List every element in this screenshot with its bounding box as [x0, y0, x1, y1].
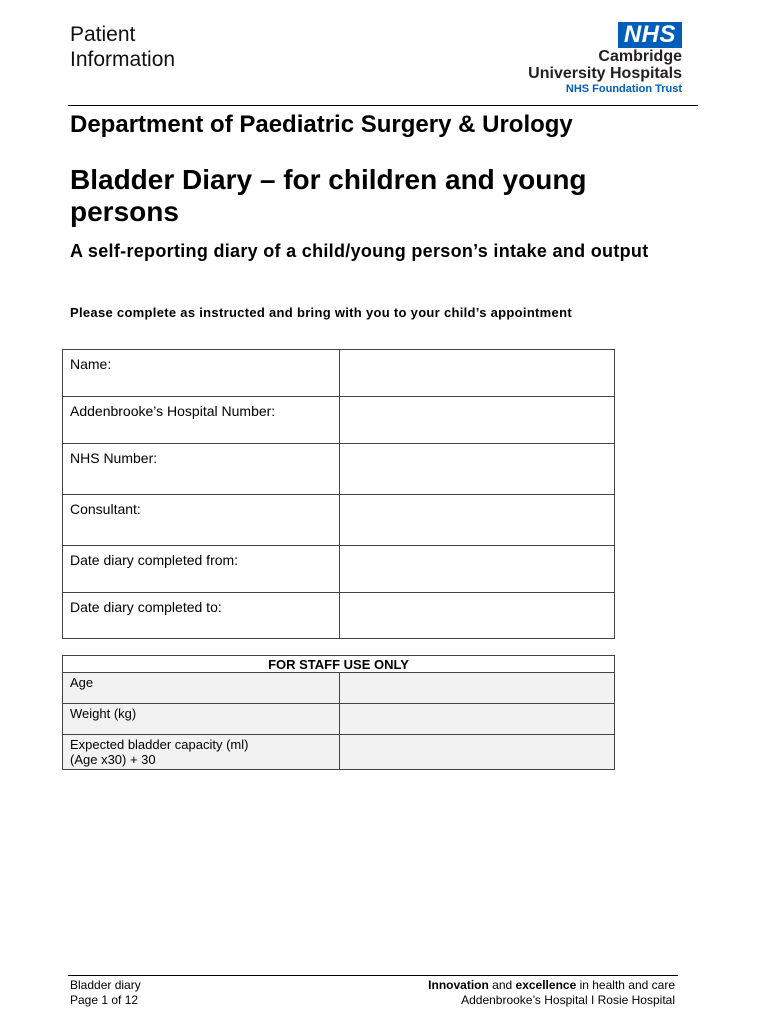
name-field[interactable]: [340, 350, 615, 397]
date-to-label: Date diary completed to:: [63, 593, 340, 639]
footer-left: [70, 978, 141, 1008]
header-divider: [68, 105, 698, 106]
table-row: [63, 656, 615, 673]
tagline-excellence: excellence: [515, 978, 577, 992]
nhs-number-label: NHS Number:: [63, 444, 340, 495]
bladder-capacity-label-line1: Expected bladder capacity (ml): [70, 737, 249, 752]
weight-field[interactable]: [340, 704, 615, 735]
patient-information-label: [70, 22, 175, 72]
hospital-number-label: Addenbrooke’s Hospital Number:: [63, 397, 340, 444]
document-subtitle: A self-reporting diary of a child/young person’s intake and output: [70, 241, 649, 261]
date-from-label: Date diary completed from:: [63, 546, 340, 593]
bladder-capacity-label-line2: (Age x30) + 30: [70, 752, 156, 767]
logo-trust-name-line1: Cambridge: [598, 48, 682, 65]
bladder-capacity-field[interactable]: [340, 735, 615, 770]
footer-tagline: [428, 978, 675, 993]
table-row: [63, 704, 615, 735]
table-row: [63, 397, 615, 444]
footer-divider: [68, 975, 678, 976]
table-row: [63, 350, 615, 397]
name-label: Name:: [63, 350, 340, 397]
age-field[interactable]: [340, 673, 615, 704]
staff-use-heading: FOR STAFF USE ONLY: [63, 656, 615, 673]
nhs-number-field[interactable]: [340, 444, 615, 495]
table-row: [63, 673, 615, 704]
table-row: [63, 444, 615, 495]
instruction-text: Please complete as instructed and bring with you to your child’s appointment: [70, 305, 572, 320]
age-label: Age: [63, 673, 340, 704]
footer-right: [428, 978, 675, 1008]
hospital-number-field[interactable]: [340, 397, 615, 444]
bladder-capacity-label: [63, 735, 340, 770]
tagline-rest: in health and care: [576, 978, 675, 992]
footer-page-number: Page 1 of 12: [70, 993, 139, 1007]
footer-hospitals: Addenbrooke’s Hospital I Rosie Hospital: [461, 993, 675, 1007]
patient-details-table: [62, 349, 615, 639]
date-to-field[interactable]: [340, 593, 615, 639]
consultant-label: Consultant:: [63, 495, 340, 546]
table-row: [63, 593, 615, 639]
department-heading: Department of Paediatric Surgery & Urology: [70, 111, 573, 138]
weight-label: Weight (kg): [63, 704, 340, 735]
consultant-field[interactable]: [340, 495, 615, 546]
nhs-logo-mark: NHS: [618, 22, 682, 48]
header-label-line2: Information: [70, 48, 176, 71]
table-row: [63, 735, 615, 770]
tagline-innovation: Innovation: [428, 978, 489, 992]
date-from-field[interactable]: [340, 546, 615, 593]
logo-foundation-trust: NHS Foundation Trust: [565, 83, 682, 95]
staff-use-table: [62, 655, 615, 770]
document-title: Bladder Diary – for children and young persons: [70, 164, 587, 227]
table-row: [63, 495, 615, 546]
table-row: [63, 546, 615, 593]
header-label-line1: Patient: [70, 23, 136, 46]
nhs-logo: [512, 22, 682, 96]
logo-trust-name-line2: University Hospitals: [528, 65, 682, 82]
tagline-and: and: [488, 978, 516, 992]
footer-document-name: Bladder diary: [70, 978, 141, 992]
